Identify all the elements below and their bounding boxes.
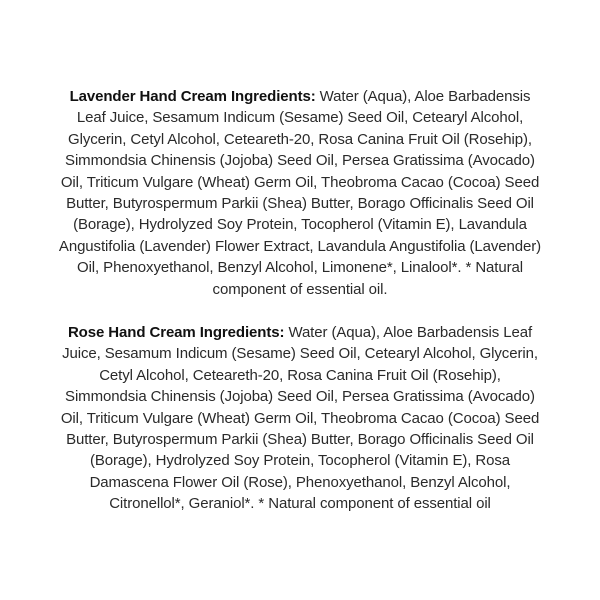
lavender-ingredients-heading: Lavender Hand Cream Ingredients: <box>69 88 316 105</box>
rose-ingredients-heading: Rose Hand Cream Ingredients: <box>67 324 285 341</box>
rose-ingredients-block <box>58 322 542 515</box>
lavender-ingredients-text: Water (Aqua), Aloe Barbadensis Leaf Juice, Sesamum Indicum (Sesame) Seed Oil, Cetearyl Alcohol, Glycerin, Cetyl Alcohol, Ceteareth-20, Rosa Canina Fruit Oil (Rosehip), Simmondsia Chinensis (Jojoba) Seed Oil, Persea Gratissima (Avocado) Oil, Triticum Vulgare (Wheat) Germ Oil, Theobroma Cacao (Cocoa) Seed Butter, Butyrospermum Parkii (Shea) Butter, Borago Officinalis Seed Oil (Borage), Hydrolyzed Soy Protein, Tocopherol (Vitamin E), Lavandula Angustifolia (Lavender) Flower Extract, Lavandula Angustifolia (Lavender) Oil, Phenoxyethanol, Benzyl Alcohol, Limonene*, Linalool*. * Natural component of essential oil. <box>58 88 542 298</box>
lavender-ingredients-block <box>58 86 542 300</box>
rose-ingredients-text: Water (Aqua), Aloe Barbadensis Leaf Juice, Sesamum Indicum (Sesame) Seed Oil, Cetearyl Alcohol, Glycerin, Cetyl Alcohol, Ceteareth-20, Rosa Canina Fruit Oil (Rosehip), Simmondsia Chinensis (Jojoba) Seed Oil, Persea Gratissima (Avocado) Oil, Triticum Vulgare (Wheat) Germ Oil, Theobroma Cacao (Cocoa) Seed Butter, Butyrospermum Parkii (Shea) Butter, Borago Officinalis Seed Oil (Borage), Hydrolyzed Soy Protein, Tocopherol (Vitamin E), Rosa Damascena Flower Oil (Rose), Phenoxyethanol, Benzyl Alcohol, Citronellol*, Geraniol*. * Natural component of essential oil <box>60 324 540 513</box>
